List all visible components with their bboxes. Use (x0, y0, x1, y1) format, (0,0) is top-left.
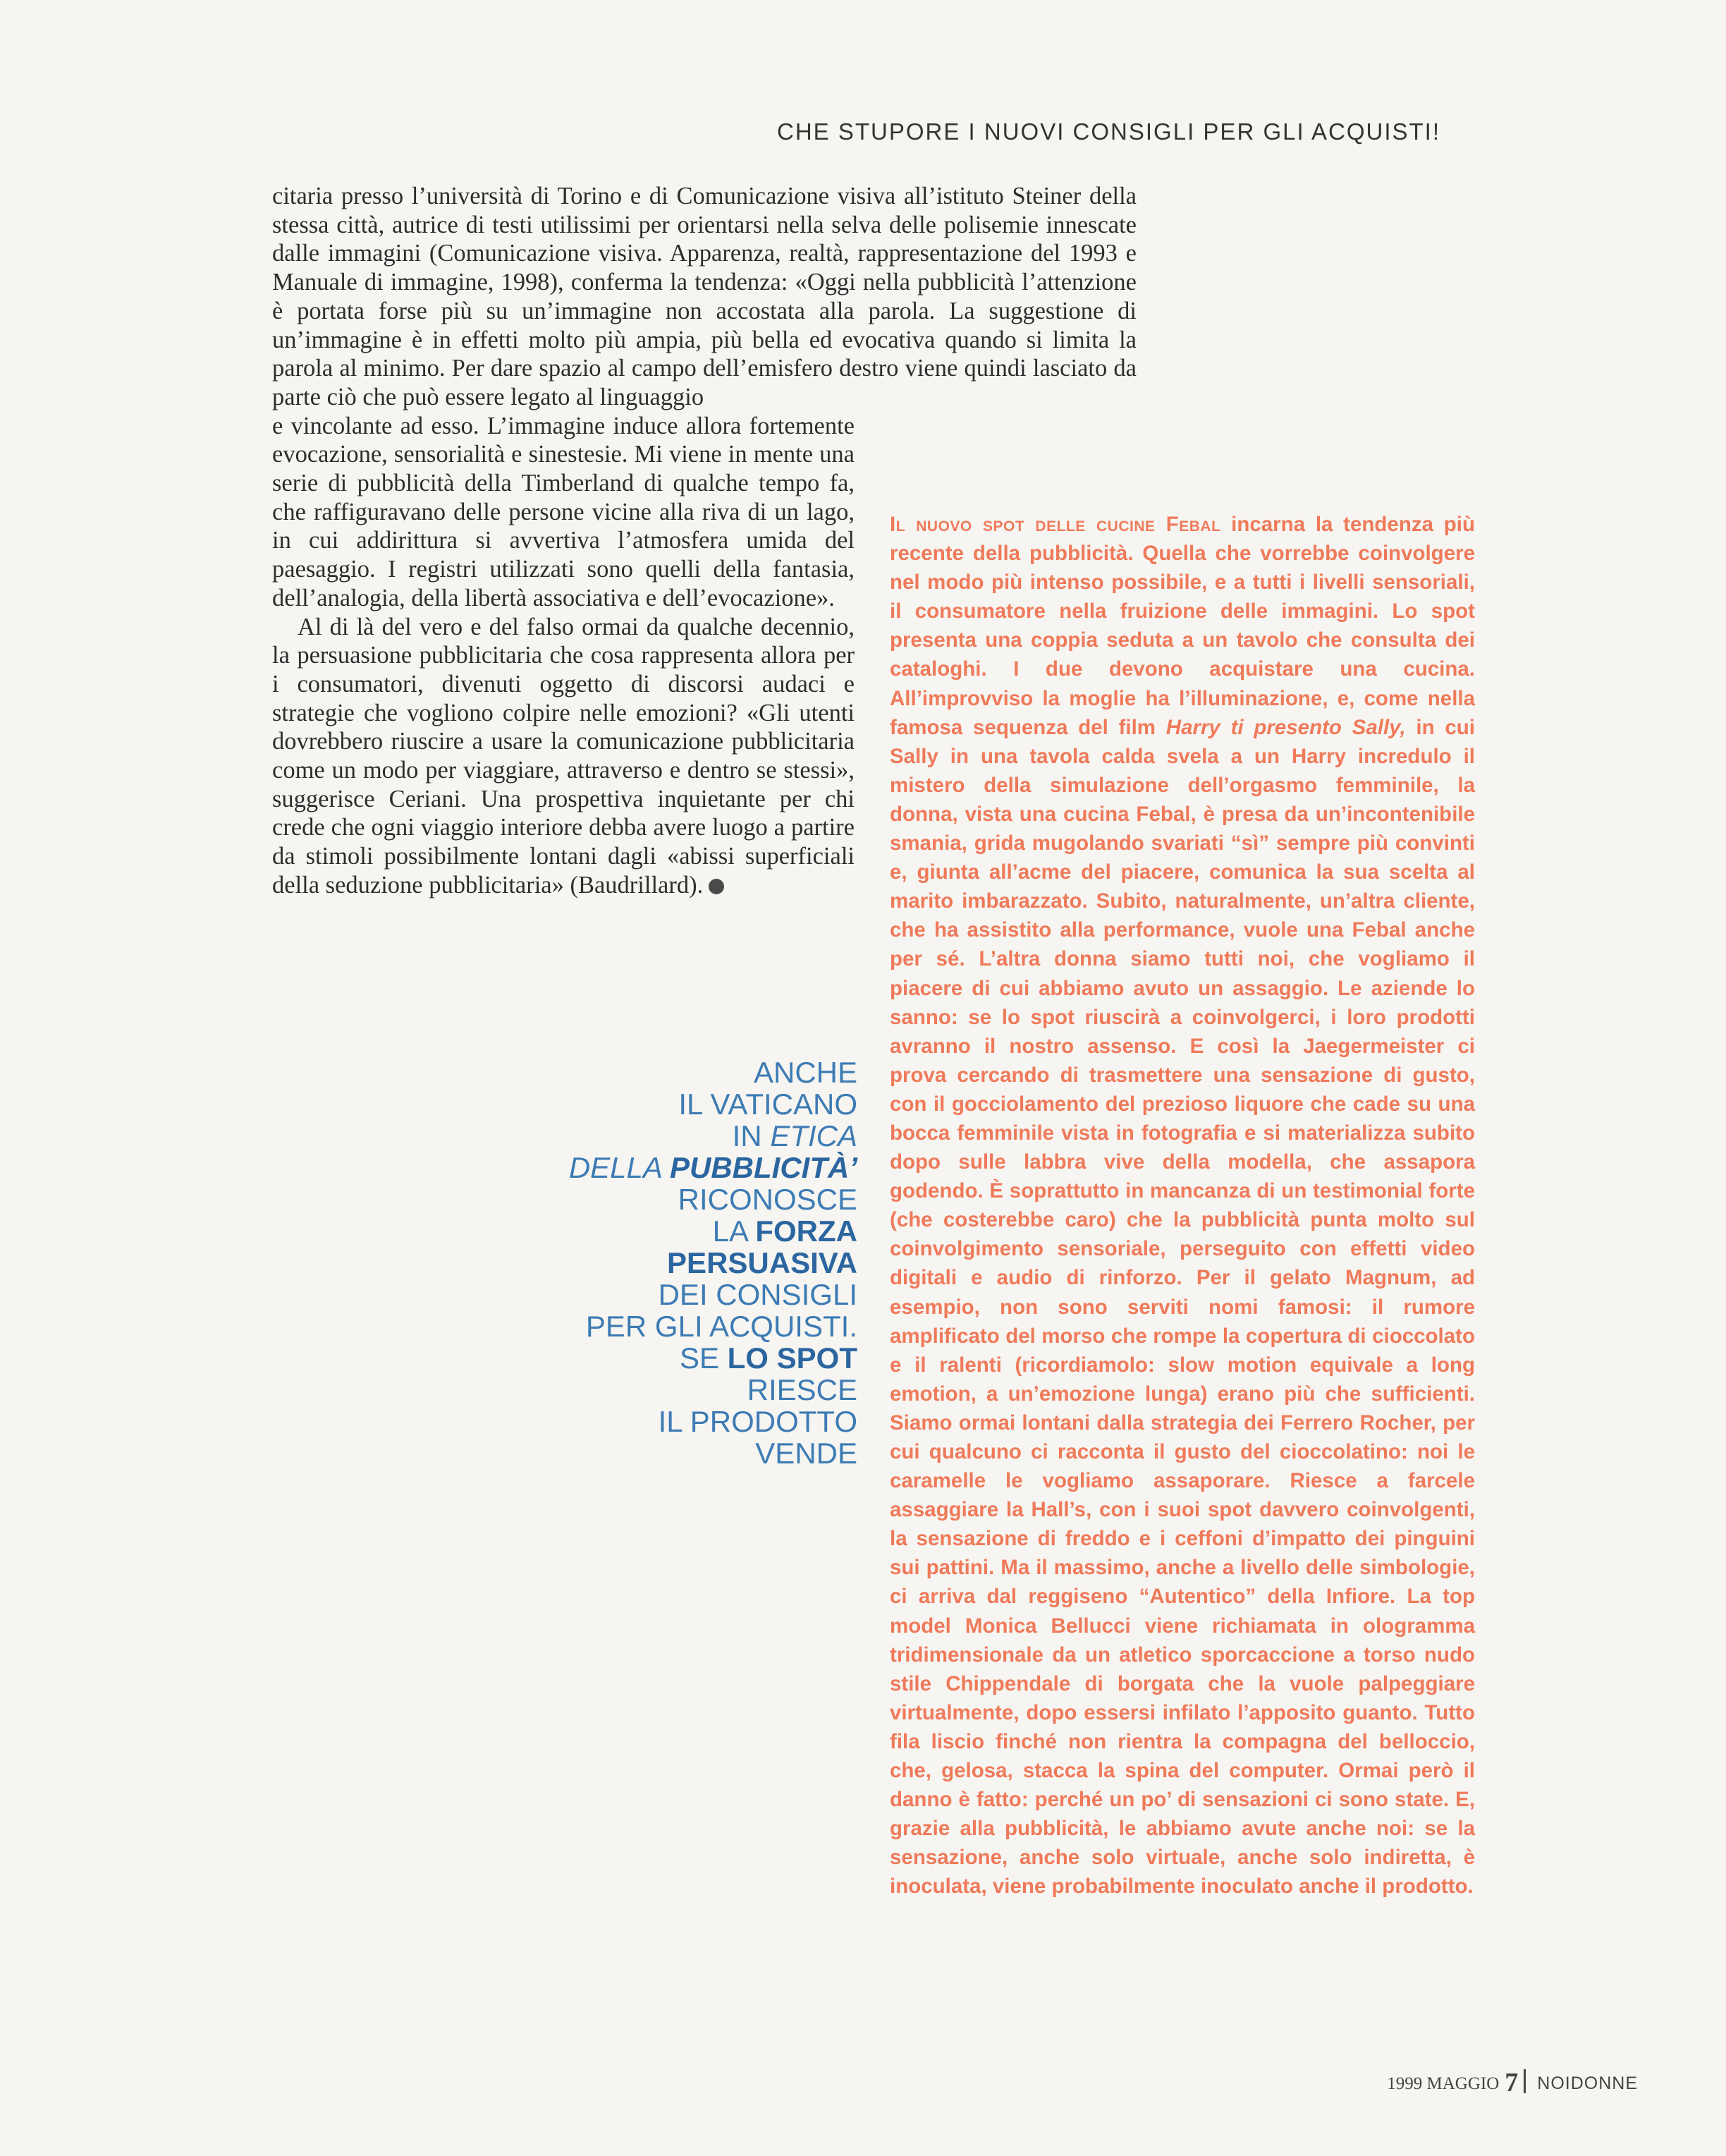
pull-quote-line: RIESCE (747, 1373, 857, 1406)
sidebar-text: in cui Sally in una tavola calda svela a un Harry incredulo il mistero della simulazione dell’orgasmo femminile, la donna, vista una cucina Febal, è presa da un’incontenibile smania, grida mugolando svariati “sì” sempre più convinti e, giunta all’acme del piacere, comunica la sua scelta al marito imbarazzato. Subito, naturalmente, un’altra cliente, che ha assistito alla performance, vuole una Febal anche per sé. L’altra donna siamo tutti noi, che vogliamo il piacere di cui abbiamo avuto un assaggio. Le aziende lo sanno: se lo spot riuscirà a coinvolgerci, i loro prodotti avranno il nostro assenso. E così la Jaegermeister ci prova cercando di trasmettere una sensazione di gusto, con il gocciolamento del prezioso liquore che cade su una bocca femminile vista in fotografia e si materializza subito dopo sulle labbra vive della modella, che assapora godendo. È soprattutto in mancanza di un testimonial forte (che costerebbe caro) che la pubblicità punta molto sul coinvolgimento sensoriale, perseguito con effetti video digitali e audio di rinforzo. Per il gelato Magnum, ad esempio, non sono serviti nomi famosi: il rumore amplificato del morso che rompe la copertura di cioccolato e il ralenti (ricordiamolo: slow motion equivale a long emotion, a un’emozione lunga) erano più che sufficienti. Siamo ormai lontani dalla strategia dei Ferrero Rocher, per cui qualcuno ci racconta il gusto del cioccolatino: noi le caramelle le vogliamo assaporare. Riesce a farcele assaggiare la Hall’s, con i suoi spot davvero coinvolgenti, la sensazione di freddo e i ceffoni d’impatto dei pinguini sui pattini. Ma il massimo, anche a livello delle simbologie, ci arriva dal reggiseno “Autentico” della Infiore. La top model Monica Bellucci viene richiamata in ologramma tridimensionale da un atletico sporcaccione a torso nudo stile Chippendale di borgata che la vuole palpeggiare virtualmente, dopo essersi infilato l’apposito guanto. Tutto fila liscio finché non rientra la compagna del belloccio, che, gelosa, stacca la spina del computer. Ormai però il danno è fatto: perché un po’ di sensazioni ci sono state. E, grazie alla pubblicità, le abbiamo avute anche noi: se la sensazione, anche solo virtuale, anche solo indiretta, è inoculata, viene probabilmente inoculato anche il prodotto. (890, 715, 1475, 1899)
sidebar-text: incarna la tendenza più recente della pubblicità. Quella che vorrebbe coinvolgere nel modo più intenso possibile, e a tutti i livelli sensoriali, il consumatore nella fruizione delle immagini. Lo spot presenta una coppia seduta a un tavolo che consulta dei cataloghi. I due devono acquistare una cucina. All’improvviso la moglie ha l’illuminazione, e, come nella famosa sequenza del film (890, 513, 1475, 739)
pull-quote-line: VENDE (755, 1437, 857, 1470)
sidebar-box (890, 510, 1475, 1901)
film-title: Harry ti presento Sally, (1165, 715, 1406, 739)
end-mark-icon (709, 879, 724, 894)
article-paragraph (272, 613, 855, 900)
page-number: 7 (1505, 2068, 1519, 2097)
paragraph-narrow: e vincolante ad esso. L’immagine induce allora fortemente evocazione, sensorialità e sinestesie. Mi viene in mente una serie di pubblicità della Timberland di qualche tempo fa, che raffiguravano delle persone vicine alla riva di un lago, in cui addirittura si avvertiva l’atmosfera umida del paesaggio. I registri utilizzati sono quelli della fantasia, dell’analogia, della libertà associativa e dell’evocazione». (272, 412, 855, 611)
pull-quote-line: IN ETICA (732, 1119, 857, 1152)
pull-quote-line: IL PRODOTTO (658, 1405, 857, 1438)
pull-quote-line: PER GLI ACQUISTI. (585, 1310, 857, 1343)
pull-quote-line: LA FORZA (712, 1214, 857, 1248)
magazine-name: NOIDONNE (1537, 2073, 1638, 2093)
page-footer (1387, 2067, 1638, 2098)
pull-quote-line: RICONOSCE (678, 1183, 857, 1216)
article-paragraph (272, 182, 1137, 412)
paragraph-text: Al di là del vero e del falso ormai da qualche decennio, la persuasione pubblicitaria che cosa rappresenta allora per i consumatori, divenuti oggetto di discorsi audaci e strategie che vogliono colpire nelle emozioni? «Gli utenti dovrebbero riuscire a usare la comunicazione pubblicitaria come un modo per viaggiare, attraverso e dentro se stessi», suggerisce Ceriani. Una prospettiva inquietante per chi crede che ogni viaggio interiore debba avere luogo a partire da stimoli possibilmente lontani dagli «abissi superficiali della seduzione pubblicitaria» (Baudrillard). (272, 613, 855, 899)
divider (1524, 2069, 1526, 2093)
pull-quote-line: DELLA PUBBLICITÀ’ (568, 1151, 857, 1184)
pull-quote-line: SE LO SPOT (679, 1341, 857, 1375)
sidebar-lead: Il nuovo spot delle cucine Febal (890, 513, 1221, 536)
issue-date: 1999 MAGGIO (1387, 2074, 1500, 2093)
running-title: CHE STUPORE I NUOVI CONSIGLI PER GLI ACQUISTI! (777, 118, 1440, 145)
pull-quote-line: PERSUASIVA (667, 1246, 857, 1279)
paragraph-wide: citaria presso l’università di Torino e di Comunicazione visiva all’istituto Steiner della stessa città, autrice di testi utilissimi per orientarsi nella selva delle polisemie innescate dalle immagini (Comunicazione visiva. Apparenza, realtà, rappresentazione del 1993 e Manuale di immagine, 1998), conferma la tendenza: «Oggi nella pubblicità l’attenzione è portata forse più su un’immagine non accostata alla parola. La suggestione di un’immagine è in effetti molto più ampia, più bella ed evocativa quando si limita la parola al minimo. Per dare spazio al campo dell’emisfero destro viene quindi lasciato da parte ciò che può essere legato al linguaggio (272, 183, 1137, 410)
pull-quote-line: ANCHE (753, 1056, 857, 1089)
pull-quote-line: IL VATICANO (678, 1088, 857, 1121)
article-paragraph (272, 412, 855, 613)
pull-quote (505, 1056, 857, 1469)
pull-quote-line: DEI CONSIGLI (658, 1278, 857, 1311)
